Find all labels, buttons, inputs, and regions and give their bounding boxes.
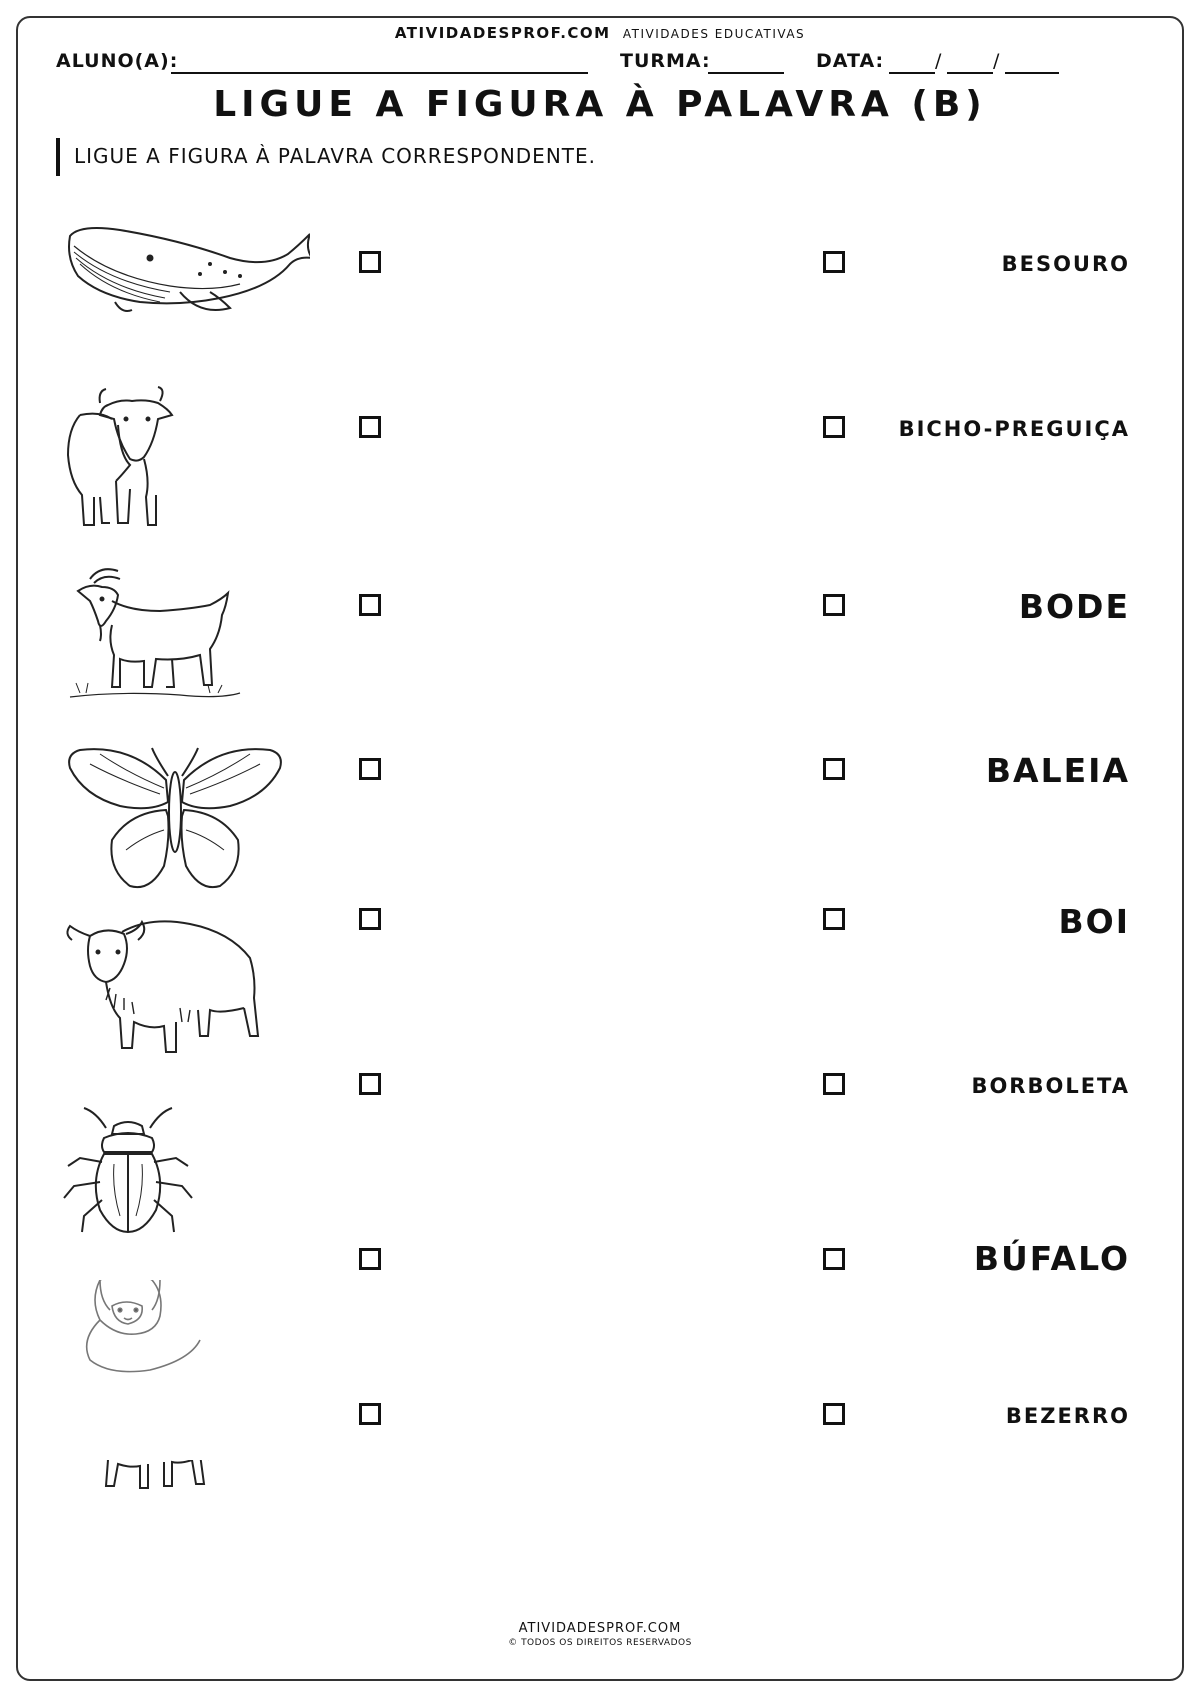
- student-name-field[interactable]: [171, 72, 588, 74]
- goat-drawing: [60, 565, 310, 725]
- beetle-drawing: [60, 1100, 310, 1260]
- word-label: BEZERRO: [1005, 1404, 1130, 1428]
- picture-checkbox[interactable]: [359, 594, 381, 616]
- picture-checkbox[interactable]: [359, 908, 381, 930]
- match-row: [0, 740, 1200, 900]
- word-checkbox[interactable]: [823, 251, 845, 273]
- date-year-field[interactable]: [1005, 72, 1059, 74]
- ox-drawing: [60, 385, 310, 545]
- footer-site-name: ATIVIDADESPROF.COM: [518, 1621, 682, 1636]
- date-month-field[interactable]: [947, 72, 993, 74]
- site-subtitle: ATIVIDADES EDUCATIVAS: [622, 27, 806, 41]
- date-slash: /: [935, 50, 943, 72]
- match-row: [0, 902, 1200, 1078]
- buffalo-drawing: [60, 918, 310, 1078]
- word-checkbox[interactable]: [823, 416, 845, 438]
- word-checkbox[interactable]: [823, 1403, 845, 1425]
- picture-checkbox[interactable]: [359, 1403, 381, 1425]
- page-footer: [0, 1621, 1200, 1648]
- page-title: LIGUE A FIGURA À PALAVRA (B): [213, 84, 987, 125]
- match-row: [0, 385, 1200, 545]
- date-day-field[interactable]: [889, 72, 935, 74]
- word-label: BESOURO: [1001, 252, 1130, 276]
- match-row: [0, 1404, 1200, 1620]
- site-name: ATIVIDADESPROF.COM: [394, 24, 611, 42]
- date-slash: /: [993, 50, 1001, 72]
- picture-checkbox[interactable]: [359, 416, 381, 438]
- class-label: TURMA:: [620, 50, 711, 72]
- word-label: BORBOLETA: [971, 1074, 1130, 1098]
- calf-drawing: [60, 1460, 310, 1620]
- class-field[interactable]: [708, 72, 784, 74]
- whale-drawing: [60, 206, 310, 366]
- picture-checkbox[interactable]: [359, 1248, 381, 1270]
- date-label: DATA:: [816, 50, 885, 72]
- site-header: [0, 24, 1200, 42]
- word-label: BOI: [1058, 902, 1130, 941]
- word-checkbox[interactable]: [823, 758, 845, 780]
- word-label: BALEIA: [985, 751, 1130, 790]
- match-row: [0, 565, 1200, 725]
- word-label: BICHO-PREGUIÇA: [898, 417, 1130, 441]
- match-row: [0, 206, 1200, 366]
- word-label: BÚFALO: [973, 1239, 1130, 1278]
- word-checkbox[interactable]: [823, 908, 845, 930]
- word-checkbox[interactable]: [823, 1248, 845, 1270]
- butterfly-drawing: [60, 740, 310, 900]
- student-label: ALUNO(A):: [56, 50, 179, 72]
- sloth-drawing: [60, 1280, 310, 1440]
- picture-checkbox[interactable]: [359, 758, 381, 780]
- footer-rights: © TODOS OS DIREITOS RESERVADOS: [508, 1638, 692, 1648]
- match-row: [0, 1074, 1200, 1260]
- word-label: BODE: [1018, 587, 1130, 626]
- student-info-line: [56, 50, 1144, 76]
- word-checkbox[interactable]: [823, 594, 845, 616]
- instruction-text: LIGUE A FIGURA À PALAVRA CORRESPONDENTE.: [56, 138, 596, 176]
- word-checkbox[interactable]: [823, 1073, 845, 1095]
- picture-checkbox[interactable]: [359, 1073, 381, 1095]
- picture-checkbox[interactable]: [359, 251, 381, 273]
